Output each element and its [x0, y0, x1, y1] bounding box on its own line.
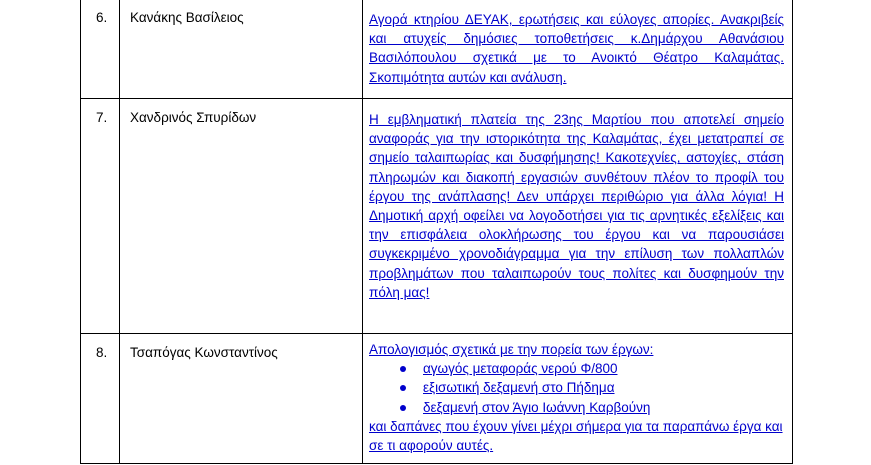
bullet-icon: [400, 385, 406, 391]
topic-cell: [363, 0, 793, 99]
bullet-icon: [400, 366, 406, 372]
topic-link[interactable]: Η εμβληματική πλατεία της 23ης Μαρτίου που αποτελεί σημείο αναφοράς για την ιστορικότητα της Καλαμάτας, έχει μετατραπεί σε σημείο ταλαιπωρίας και δυσφήμησης! Κακοτεχνίες, αστοχίες, στάση πληρωμών και διακοπή εργασιών συνθέτουν πλέον το προφίλ του έργου της ανάπλασης! Δεν υπάρχει περιθώριο για άλλα λόγια! Η Δημοτική αρχή οφείλει να λογοδοτήσει για τις αρνητικές εξελίξεις και την επισφάλεια ολοκλήρωσης του έργου και να παρουσιάσει συγκεκριμένο χρονοδιάγραμμα για την επίλυση των πολλαπλών προβλημάτων που ταλαιπωρούν τους πολίτες και δυσφημούν την πόλη μας!: [369, 112, 784, 300]
list-item[interactable]: [369, 378, 784, 397]
row-number: 8.: [81, 334, 120, 464]
list-item[interactable]: [369, 398, 784, 417]
topic-list: [369, 359, 784, 417]
bullet-icon: [400, 405, 406, 411]
list-item-label: αγωγός μεταφοράς νερού Φ/800: [423, 361, 618, 377]
topic-link[interactable]: Αγορά κτηρίου ΔΕΥΑΚ, ερωτήσεις και εύλογες απορίες. Ανακριβείς και ατυχείς δημόσιες τοποθετήσεις κ.Δημάρχου Αθανάσιου Βασιλόπουλου σχετικά με το Ανοικτό Θέατρο Καλαμάτας. Σκοπιμότητα αυτών και ανάλυση.: [369, 12, 784, 85]
topic-link-intro[interactable]: Απολογισμός σχετικά με την πορεία των έργων:: [369, 342, 654, 357]
speaker-name: Τσαπόγας Κωνσταντίνος: [120, 334, 363, 464]
list-item-label: δεξαμενή στον Άγιο Ιωάννη Καρβούνη: [423, 399, 651, 415]
table-row: [81, 0, 793, 99]
questions-table: [80, 0, 793, 464]
row-number: 7.: [81, 99, 120, 334]
table-row: [81, 334, 793, 464]
table-row: [81, 99, 793, 334]
speaker-name: Κανάκης Βασίλειος: [120, 0, 363, 99]
topic-cell: [363, 99, 793, 334]
row-number: 6.: [81, 0, 120, 99]
topic-link-outro[interactable]: και δαπάνες που έχουν γίνει μέχρι σήμερα για τα παραπάνω έργα και σε τι αφορούν αυτές.: [369, 418, 783, 454]
list-item[interactable]: [369, 359, 784, 378]
speaker-name: Χανδρινός Σπυρίδων: [120, 99, 363, 334]
list-item-label: εξισωτική δεξαμενή στο Πήδημα: [423, 380, 615, 396]
topic-cell: [363, 334, 793, 464]
